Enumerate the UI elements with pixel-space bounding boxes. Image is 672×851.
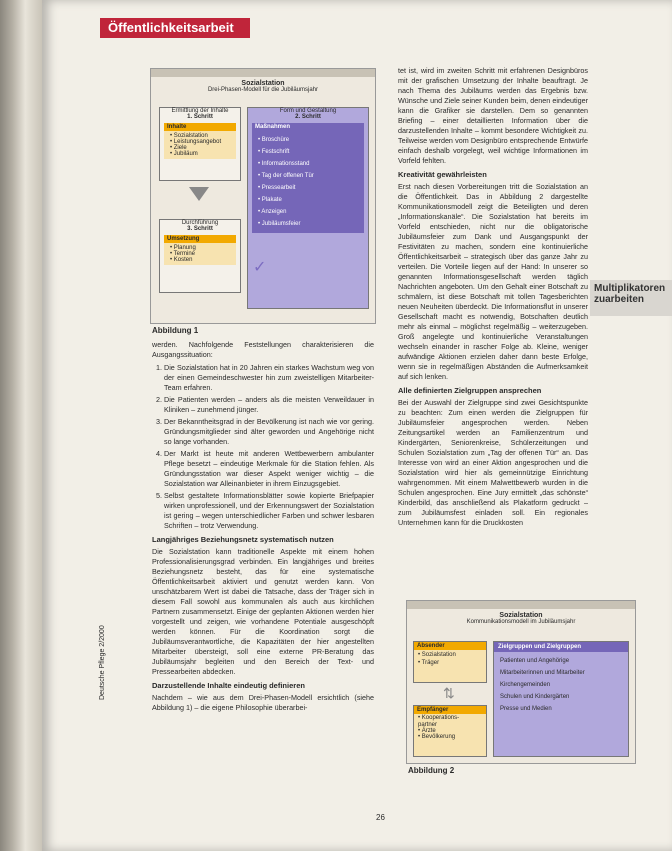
step2-item: • Festschrift [258, 149, 290, 155]
paragraph: Erst nach diesen Vorbereitungen tritt die Sozialstation an die Öffentlichkeit. Das in Abbildung 2 dargestellte Kommunikationsmodell zeigt die Beteiligten und deren „Informationskanäle“. Die Sozialstation hat bereits im Vorfeld entschieden, nicht nur die obligatorische Jubiläumsfeier zum Dank und Ausgangspunkt der Festivitäten zu machen, sondern eine kontinuierliche Öffentlichkeitsarbeit – strategisch über das ganze Jahr zu verteilen. Die Vorteile liegen auf der Hand: In unserer so genannten Informationsgesellschaft werden täglich Nachrichten angeboten. Um den Gehalt einer Botschaft zu schmälern, ist diese Botschaft mit tollen Tagesberichten neuen Neuheiten überdeckt. Die Informationsflut in unserer Gesellschaft macht es notwendig, Botschaften deutlich mehr als einmal – möglichst regelmäßig – weiterzugeben. Groß angelegte und kontinuierliche Veranstaltungen wechseln einander in rascher Folge ab. Kleine, weniger aufwändige Aktionen erzielen daher dann beste Erfolge, wenn sie in regelmäßigen Abständen die Aufmerksamkeit auf sich lenken. [398, 182, 588, 381]
sender-box [413, 641, 487, 683]
step2-item: • Broschüre [258, 137, 290, 143]
book-spine [0, 0, 42, 851]
heading: Alle definierten Zielgruppen ansprechen [398, 386, 542, 395]
receiver-item: • Kooperations- [418, 715, 460, 721]
step3-step: 3. Schritt [187, 226, 213, 232]
step1-title: Ermittlung der Inhalte [171, 108, 229, 114]
right-column [398, 66, 588, 531]
step3-box [159, 219, 241, 293]
step1-item: • Leistungsangebot [170, 139, 222, 145]
sender-item: • Sozialstation [418, 652, 456, 658]
step2-item: • Pressearbeit [258, 185, 296, 191]
step2-item: • Anzeigen [258, 209, 287, 215]
figure-title: Sozialstation [241, 80, 285, 87]
figure-header [151, 69, 375, 77]
checkmark-icon: ✓ [253, 259, 267, 276]
section-title: Öffentlichkeitsarbeit [100, 18, 250, 38]
heading: Darzustellende Inhalte eindeutig definieren [152, 681, 305, 690]
situation-list [152, 363, 374, 531]
target-group-item: Presse und Medien [500, 706, 552, 712]
paragraph: Bei der Auswahl der Zielgruppe sind zwei Gesichtspunkte zu beachten: Zum einen werden die Zielgruppen für Jubiläumsfeier angesprochen werden. Neben Zeitungsartikel werden an Familienzentrum und Kindergärten, Seniorenkreise, Schülerzeitungen und Schulen Sozialstation zum „Tag der offenen Tür“ an. Das Interesse von wird an einer Aktion angesprochen und die Sozialstation wird hier als gemeinnützige Einrichtung wahrgenommen. Mit einem Malwettbewerb wurden in die Schulen angesprochen. Eine Jury ermittelt „das schönste“ Kinderbild, das anschließend als Plakatform gedruckt – zum Jubiläumsfest einladen soll. Ein regionales Unternehmen kann für die Druckkosten [398, 398, 588, 527]
double-arrow-icon: ⇅ [443, 685, 455, 701]
step2-highlight: Maßnahmen [252, 123, 364, 131]
target-groups-box [493, 641, 629, 757]
step3-item: • Kosten [170, 257, 193, 263]
vertical-journal-label: Deutsche Pflege 2/2000 [99, 625, 106, 700]
step1-item: • Sozialstation [170, 133, 208, 139]
list-item: 4. Der Markt ist heute mit anderen Wettbewerbern ambulanter Pflege besetzt – eindeutige Merkmale für die Station fehlen. Als Gründungsstation war dieser Aspekt weniger wichtig – die Sozialstation war Alleinanbieter in ihrem Einzugsgebiet. [164, 449, 374, 489]
step1-list [164, 131, 236, 159]
page-number: 26 [376, 813, 385, 822]
figure-header [407, 601, 635, 609]
step2-step: 2. Schritt [295, 114, 321, 120]
step2-item: • Tag der offenen Tür [258, 173, 314, 179]
figure-1 [150, 68, 376, 324]
receiver-box [413, 705, 487, 757]
step1-item: • Ziele [170, 145, 187, 151]
receiver-item: • Ärzte [418, 728, 436, 734]
target-group-item: Schulen und Kindergärten [500, 694, 570, 700]
left-column [152, 340, 374, 716]
receiver-item: • Bevölkerung [418, 734, 456, 740]
side-tab: Multiplikatoren zuarbeiten [590, 280, 672, 316]
receiver-item: partner [418, 722, 438, 728]
step3-item: • Planung [170, 245, 196, 251]
target-group-item: Mitarbeiterinnen und Mitarbeiter [500, 670, 585, 676]
list-item: 5. Selbst gestaltete Informationsblätter sowie kopierte Briefpapier wirken unprofessionell, und der Erkennungswert der Sozialstation ist gering – wegen unterschiedlicher Farben und schwer lesbaren Schriften – trotz Verwendung. [164, 491, 374, 531]
step2-item: • Plakate [258, 197, 282, 203]
figure-1-caption: Abbildung 1 [152, 326, 199, 335]
arrow-down-icon [189, 187, 209, 201]
step2-title: Form und Gestaltung [279, 108, 337, 114]
list-item: 2. Die Patienten werden – anders als die meisten Verweildauer in Kliniken – zunehmend jünger. [164, 395, 374, 415]
step2-item: • Jubiläumsfeier [258, 221, 301, 227]
sender-item: • Träger [418, 660, 440, 666]
heading: Langjähriges Beziehungsnetz systematisch nutzen [152, 535, 334, 544]
target-groups-title: Zielgruppen und Zielgruppen [494, 642, 628, 652]
step3-list [164, 243, 236, 265]
target-groups-list [494, 652, 628, 718]
target-group-item: Patienten und Angehörige [500, 658, 570, 664]
heading: Kreativität gewährleisten [398, 170, 487, 179]
figure-subtitle: Drei-Phasen-Modell für die Jubiläumsjahr [207, 87, 319, 93]
step1-item: • Jubiläum [170, 151, 198, 157]
step2-item: • Informationsstand [258, 161, 310, 167]
step3-highlight: Umsetzung [164, 235, 236, 243]
step1-step: 1. Schritt [187, 114, 213, 120]
step2-list [252, 131, 364, 233]
target-group-item: Kirchengemeinden [500, 682, 551, 688]
figure-2 [406, 600, 636, 764]
step1-highlight: Inhalte [164, 123, 236, 131]
figure-title: Sozialstation [499, 612, 543, 619]
receiver-highlight: Empfänger [414, 706, 486, 714]
list-item: 1. Die Sozialstation hat in 20 Jahren ein starkes Wachstum weg von der einen Gemeindeschwester hin zum zweistelligen Mitarbeiter-Team erfahren. [164, 363, 374, 393]
paragraph: Die Sozialstation kann traditionelle Aspekte mit einem hohen Professionalisierungsgrad verbinden. Ein langjähriges und breites Beziehungsnetz besteht, das für eine systematische Öffentlichkeitsarbeit aktiviert und genutzt werden kann. Von unschätzbarem Wert ist dabei die Tatsache, dass der Träger sich in diesem Fall sowohl aus kommunalen als auch aus kirchlichen Partnern zusammensetzt. Einige der geplanten Aktionen werden hier vorgestellt und zeigen, wie vorhandene Potentiale ausgeschöpft werden können. Für die Koordination sorgt die Jubiläumsverantwortliche, die Kapazitäten der hier angestellten Mitarbeiter übersteigt, soll eine externe PR-Beratung das Jubiläumsjahr begleiten und den Bereich der Text- und Pressearbeiten abdecken. [152, 547, 374, 676]
figure-subtitle: Kommunikationsmodell im Jubiläumsjahr [466, 619, 576, 625]
step3-item: • Termine [170, 251, 195, 257]
list-item: 3. Der Bekanntheitsgrad in der Bevölkerung ist nach wie vor gering. Gründungsmitglieder sind älter geworden und Angehörige nicht so lange vorhanden. [164, 417, 374, 447]
intro-paragraph: werden. Nachfolgende Feststellungen charakterisieren die Ausgangssituation: [152, 340, 374, 359]
figure-2-caption: Abbildung 2 [408, 766, 455, 775]
step3-title: Durchführung [181, 220, 219, 226]
sender-highlight: Absender [414, 642, 486, 650]
paragraph: tet ist, wird im zweiten Schritt mit erfahrenen Designbüros mit der grafischen Umsetzung der Inhalte beauftragt. Je nach Thema des Jubiläums werden das Ergebnis bzw. Wünsche und Ziele seiner Kunden beim, denen eindeutiger kann die Grafiker sie darstellen. Dem so genannten Briefing – einer detaillierten Information über die darzustellenden Inhalte – kommt besondere Wichtigkeit zu. Teilweise werden vom Designbüro entsprechende Entwürfe einfach deshalb vorgelegt, weil wichtige Informationen im Vorfeld fehlten. [398, 66, 588, 165]
paragraph: Nachdem – wie aus dem Drei-Phasen-Modell ersichtlich (siehe Abbildung 1) – die eigene Philosophie überarbei- [152, 693, 374, 712]
step2-box [247, 107, 369, 309]
step1-box [159, 107, 241, 181]
